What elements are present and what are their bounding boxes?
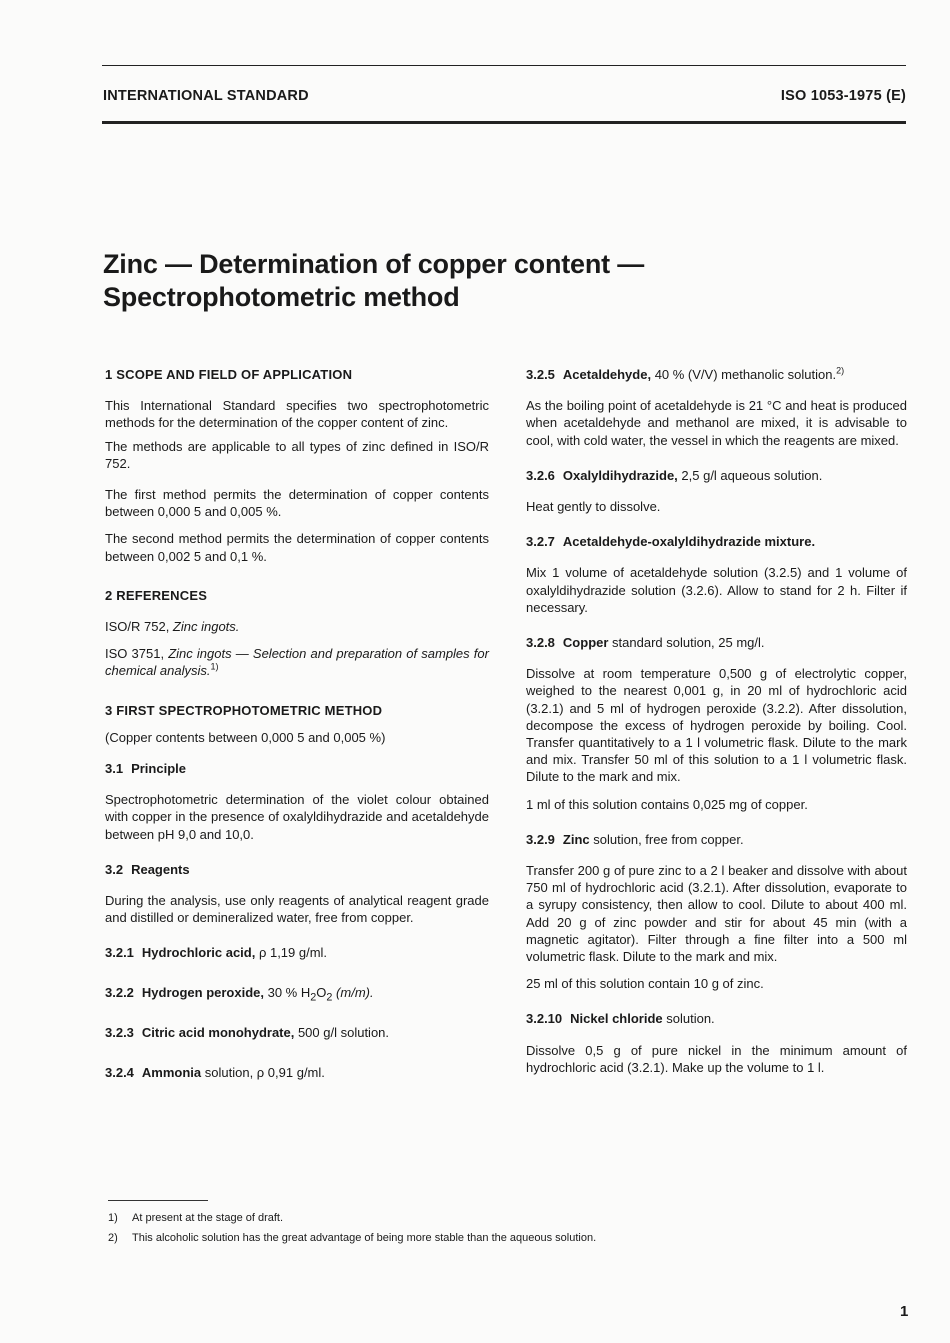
clause-3-1-heading: 3.1 Principle: [105, 761, 186, 777]
scope-paragraph-3: The first method permits the determination of copper contents between 0,000 5 and 0,005 %.: [105, 487, 489, 520]
reagent-3-2-5: 3.2.5 Acetaldehyde, 40 % (V/V) methanolic solution.$^{2)}$: [526, 365, 845, 382]
reference-2: ISO 3751, Zinc ingots — Selection and preparation of samples for chemical analysis.$^{1)}$: [105, 646, 489, 679]
scope-paragraph-2: The methods are applicable to all types of zinc defined in ISO/R 752.: [105, 438, 489, 471]
reagent-3-2-9-text: Transfer 200 g of pure zinc to a 2 l beaker and dissolve with about 750 ml of hydrochloric acid (3.2.1). After dissolution, evaporate to a syrupy consistency, then allow to cool. Dilute to about 400 ml. Add 20 g of zinc powder and stir for about 45 min (with a magnetic agitator). Filter through a fine filter into a 500 ml volumetric flask. Dilute to the mark and mix.: [526, 863, 907, 965]
reagent-3-2-8-text: Dissolve at room temperature 0,500 g of electrolytic copper, weighed to the nearest 0,001 g, in 20 ml of hydrochloric acid (3.2.1) and 5 ml of hydrogen peroxide (3.2.2). After dissolution, decompose the excess of hydrogen peroxide by boiling. Cool. Transfer quantitatively to a 1 l volumetric flask. Dilute to the mark and mix. Transfer 50 ml of this solution to a 1 l volumetric flask. Dilute to the mark and mix.: [526, 666, 907, 785]
section-1-heading: 1 SCOPE AND FIELD OF APPLICATION: [105, 367, 353, 382]
reagent-3-2-8-text-2: 1 ml of this solution contains 0,025 mg of copper.: [526, 796, 808, 812]
reagent-3-2-8: 3.2.8 Copper standard solution, 25 mg/l.: [526, 635, 765, 651]
reagent-3-2-1: 3.2.1 Hydrochloric acid, ρ 1,19 g/ml.: [105, 945, 328, 961]
header-document-number: ISO 1053-1975 (E): [780, 88, 906, 104]
reagent-3-2-9: 3.2.9 Zinc solution, free from copper.: [526, 831, 744, 847]
title-line-2: Spectrophotometric method: [103, 282, 460, 312]
clause-3-2-heading: 3.2 Reagents: [105, 861, 190, 877]
principle-paragraph: Spectrophotometric determination of the violet colour obtained with copper in the presence of oxalyldihydrazide and acetaldehyde between pH 9,0 and 10,0.: [105, 792, 489, 842]
reagent-3-2-10-text: Dissolve 0,5 g of pure nickel in the minimum amount of hydrochloric acid (3.2.1). Make up the volume to 1 l.: [526, 1042, 907, 1075]
reference-1: ISO/R 752, Zinc ingots.: [105, 619, 240, 635]
footnote-rule: [108, 1200, 208, 1201]
reagents-paragraph: During the analysis, use only reagents of analytical reagent grade and distilled or demineralized water, free from copper.: [105, 893, 489, 926]
reagent-3-2-4: 3.2.4 Ammonia solution, ρ 0,91 g/ml.: [105, 1064, 325, 1080]
reagent-3-2-2: 3.2.2 Hydrogen peroxide, 30 % $H_2O_2$ (m/m).: [105, 984, 374, 1004]
footnote-1: 1) At present at the stage of draft.: [108, 1212, 284, 1224]
scope-paragraph-1: This International Standard specifies two spectrophotometric methods for the determination of the copper content of zinc.: [105, 398, 489, 431]
reagent-3-2-10: 3.2.10 Nickel chloride solution.: [526, 1011, 715, 1027]
reagent-3-2-7-text: Mix 1 volume of acetaldehyde solution (3.2.5) and 1 volume of oxalyldihydrazide solution (3.2.6). Allow to stand for 2 h. Filter if necessary.: [526, 565, 907, 615]
reagent-3-2-3: 3.2.3 Citric acid monohydrate, 500 g/l solution.: [105, 1025, 390, 1041]
reagent-3-2-7: 3.2.7 Acetaldehyde-oxalyldihydrazide mixture.: [526, 534, 816, 550]
header-standard-label: INTERNATIONAL STANDARD: [103, 88, 309, 104]
page-number: 1: [900, 1303, 909, 1320]
title-line-1: Zinc — Determination of copper content —: [103, 249, 645, 279]
header-bottom-rule: [102, 121, 906, 124]
footnote-2: 2) This alcoholic solution has the great advantage of being more stable than the aqueous solution.: [108, 1232, 597, 1244]
right-column: [526, 366, 907, 1076]
reagent-3-2-9-text-2: 25 ml of this solution contain 10 g of zinc.: [526, 976, 764, 992]
document-title: [103, 248, 823, 314]
section-2-heading: 2 REFERENCES: [105, 587, 208, 603]
section-3-heading: 3 FIRST SPECTROPHOTOMETRIC METHOD: [105, 702, 383, 718]
header-top-rule: [102, 65, 906, 66]
reagent-3-2-5-text: As the boiling point of acetaldehyde is 21 °C and heat is produced when acetaldehyde and methanol are mixed, it is advisable to cool, with cold water, the vessel in which the reagents are mixed.: [526, 398, 907, 448]
reagent-3-2-6: 3.2.6 Oxalyldihydrazide, 2,5 g/l aqueous solution.: [526, 467, 823, 483]
reagent-3-2-6-text: Heat gently to dissolve.: [526, 499, 661, 515]
section-3-subtitle: (Copper contents between 0,000 5 and 0,005 %): [105, 729, 386, 745]
scope-paragraph-4: The second method permits the determination of copper contents between 0,002 5 and 0,1 %.: [105, 531, 489, 564]
left-column: [105, 366, 489, 1081]
